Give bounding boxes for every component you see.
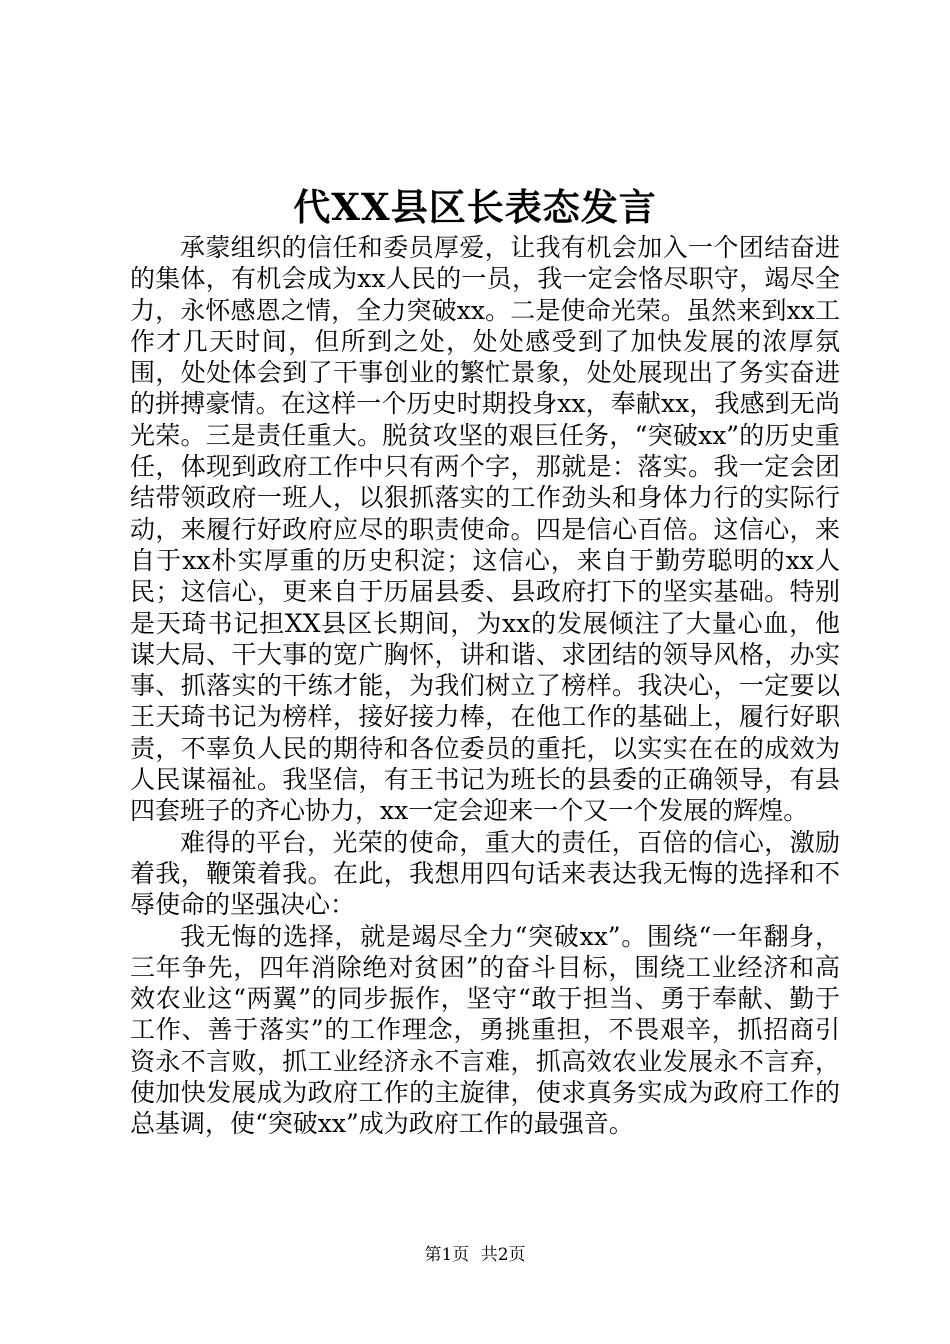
body-paragraph: 承蒙组织的信任和委员厚爱，让我有机会加入一个团结奋进的集体，有机会成为xx人民的一员，我一定会恪尽职守，竭尽全力，永怀感恩之情，全力突破xx。二是使命光荣。虽然来到xx工作才几天时间，但所到之处，处处感受到了加快发展的浓厚氛围，处处体会到了干事创业的繁忙景象，处处展现出了务实奋进的拼搏豪情。在这样一个历史时期投身xx，奉献xx，我感到无尚光荣。三是责任重大。脱贫攻坚的艰巨任务，“突破xx”的历史重任，体现到政府工作中只有两个字，那就是：落实。我一定会团结带领政府一班人，以狠抓落实的工作劲头和身体力行的实际行动，来履行好政府应尽的职责使命。四是信心百倍。这信心，来自于xx朴实厚重的历史积淀；这信心，来自于勤劳聪明的xx人民；这信心，更来自于历届县委、县政府打下的坚实基础。特别是天琦书记担XX县区长期间，为xx的发展倾注了大量心血，他谋大局、干大事的宽广胸怀，讲和谐、求团结的领导风格，办实事、抓落实的干练才能，为我们树立了榜样。我决心，一定要以王天琦书记为榜样，接好接力棒，在他工作的基础上，履行好职责，不辜负人民的期待和各位委员的重托，以实实在在的成效为人民谋福祉。我坚信，有王书记为班长的县委的正确领导，有县四套班子的齐心协力，xx一定会迎来一个又一个发展的辉煌。 bbox=[130, 233, 840, 826]
page-number: 第1页 bbox=[424, 1245, 470, 1265]
body-paragraph: 我无悔的选择，就是竭尽全力“突破xx”。围绕“一年翻身，三年争先，四年消除绝对贫困”的奋斗目标，围绕工业经济和高效农业这“两翼”的同步振作，坚守“敢于担当、勇于奉献、勤于工作、善于落实”的工作理念，勇挑重担，不畏艰辛，抓招商引资永不言败，抓工业经济永不言难，抓高效农业发展永不言弃，使加快发展成为政府工作的主旋律，使求真务实成为政府工作的总基调，使“突破xx”成为政府工作的最强音。 bbox=[130, 921, 840, 1139]
body-paragraph: 难得的平台，光荣的使命，重大的责任，百倍的信心，激励着我，鞭策着我。在此，我想用四句话来表达我无悔的选择和不辱使命的坚强决心： bbox=[130, 827, 840, 920]
page-total: 共2页 bbox=[480, 1245, 526, 1265]
document-body bbox=[130, 232, 840, 1140]
document-title: 代XX县区长表态发言 bbox=[293, 185, 657, 229]
page-footer bbox=[0, 1244, 950, 1266]
